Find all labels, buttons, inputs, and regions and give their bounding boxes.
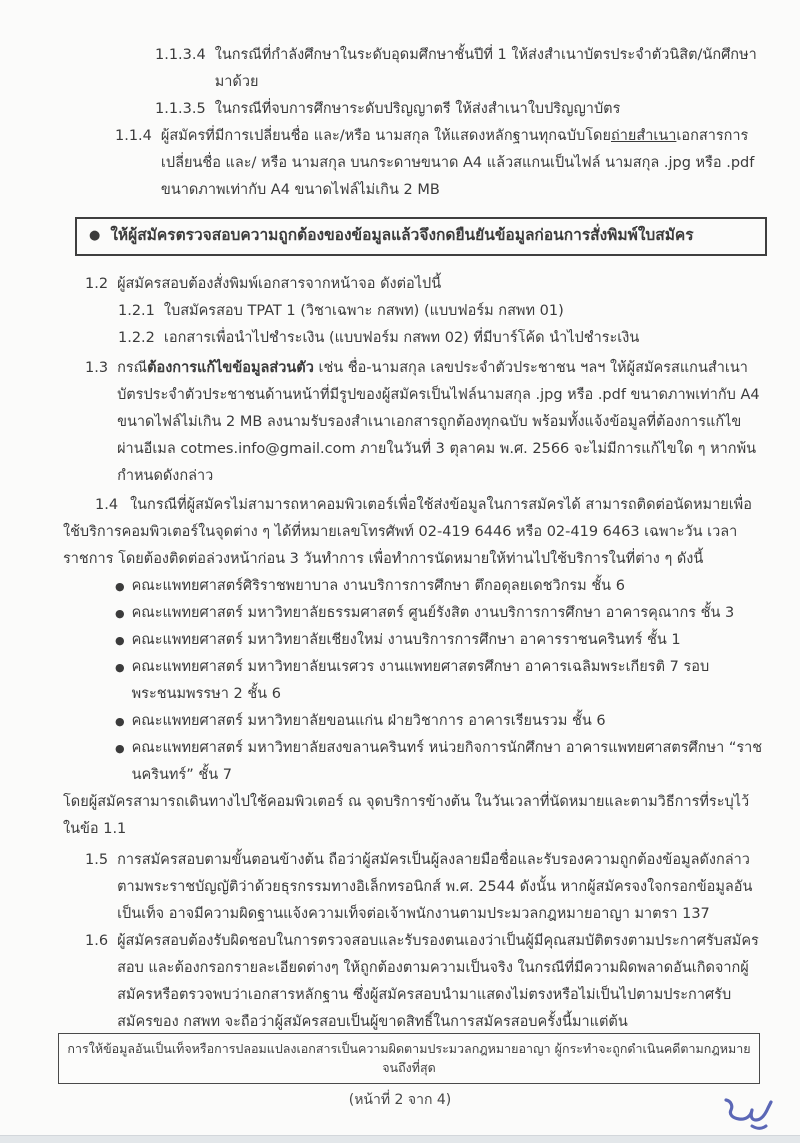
service-location-item	[115, 600, 765, 627]
service-location-item	[115, 654, 765, 708]
clause-text-segment: เอกสารการเปลี่ยนชื่อ และ/ หรือ นามสกุล บนกระดาษขนาด A4 แล้วสแกนเป็นไฟล์ นามสกุล .jpg หรือ .pdf ขนาดภาพเท่ากับ A4 ขนาดไฟล์ไม่เกิน 2 MB	[160, 128, 755, 198]
clause-text	[117, 355, 765, 490]
clause-text: การสมัครสอบตามขั้นตอนข้างต้น ถือว่าผู้สมัครเป็นผู้ลงลายมือชื่อและรับรองความถูกต้องข้อมูลดังกล่าวตามพระราชบัญญัติว่าด้วยธุรกรรมทางอิเล็กทรอนิกส์ พ.ศ. 2544 ดังนั้น หากผู้สมัครจงใจกรอกข้อมูลอันเป็นเท็จ อาจมีความผิดฐานแจ้งความเท็จต่อเจ้าพนักงานตามประมวลกฎหมายอาญา มาตรา 137	[117, 852, 753, 922]
clause-text: ผู้สมัครสอบต้องสั่งพิมพ์เอกสารจากหน้าจอ ดังต่อไปนี้	[117, 276, 442, 292]
clause-number: 1.2	[85, 276, 109, 292]
clause-text: ในกรณีที่ผู้สมัครไม่สามารถหาคอมพิวเตอร์เพื่อใช้ส่งข้อมูลในการสมัครได้ สามารถติดต่อนัดหมายเพื่อใช้บริการคอมพิวเตอร์ในจุดต่าง ๆ ได้ที่หมายเลขโทรศัพท์ 02-419 6446 หรือ 02-419 6463 เฉพาะวัน เวลาราชการ โดยต้องติดต่อล่วงหน้าก่อน 3 วันทำการ เพื่อทำการนัดหมายให้ท่านไปใช้บริการในที่ต่าง ๆ ดังนี้	[63, 497, 752, 567]
clause-number: 1.3	[85, 360, 109, 376]
clause-text-segment: กรณี	[117, 360, 148, 376]
location-text: คณะแพทยศาสตร์ มหาวิทยาลัยธรรมศาสตร์ ศูนย์รังสิต งานบริการการศึกษา อาคารคุณากร ชั้น 3	[131, 605, 735, 621]
clause-1-1-3-4	[155, 42, 765, 96]
clause-text: เอกสารเพื่อนำไปชำระเงิน (แบบฟอร์ม กสพท 02) ที่มีบาร์โค้ด นำไปชำระเงิน	[163, 330, 640, 346]
clause-number: 1.1.3.5	[155, 101, 206, 117]
clause-text	[161, 123, 765, 204]
clause-1-2	[85, 271, 765, 298]
clause-1-1-4	[115, 123, 765, 204]
clause-text: ผู้สมัครสอบต้องรับผิดชอบในการตรวจสอบและรับรองตนเองว่าเป็นผู้มีคุณสมบัติตรงตามประกาศรับสมัครสอบ และต้องกรอกรายละเอียดต่างๆ ให้ถูกต้องตามความเป็นจริง ในกรณีที่มีความผิดพลาดอันเกิดจากผู้สมัครหรือตรวจพบว่าเอกสารหลักฐาน ซึ่งผู้สมัครสอบนำมาแสดงไม่ตรงหรือไม่เป็นไปตามประกาศรับสมัครของ กสพท จะถือว่าผู้สมัครสอบเป็นผู้ขาดสิทธิ์ในการสมัครสอบครั้งนี้มาแต่ต้น	[117, 933, 759, 1030]
clause-text: ในกรณีที่กำลังศึกษาในระดับอุดมศึกษาชั้นปีที่ 1 ให้ส่งสำเนาบัตรประจำตัวนิสิต/นักศึกษามาด้วย	[214, 47, 757, 90]
closing-line: โดยผู้สมัครสามารถเดินทางไปใช้คอมพิวเตอร์ ณ จุดบริการข้างต้น ในวันเวลาที่นัดหมายและตามวิธีการที่ระบุไว้ในข้อ 1.1	[63, 794, 750, 837]
clause-text: ใบสมัครสอบ TPAT 1 (วิชาเฉพาะ กสพท) (แบบฟอร์ม กสพท 01)	[163, 303, 564, 319]
clause-number: 1.5	[85, 852, 109, 868]
clause-1-6	[85, 928, 765, 1036]
bullet-icon: ●	[89, 228, 101, 243]
clause-text-segment: เช่น ชื่อ-นามสกุล เลขประจำตัวประชาชน ฯลฯ ให้ผู้สมัครสแกนสำเนาบัตรประจำตัวประชาชนด้านหน้าที่มีรูปของผู้สมัครเป็นไฟล์นามสกุล .jpg หรือ .pdf ขนาดภาพเท่ากับ A4 ขนาดไฟล์ไม่เกิน 2 MB ลงนามรับรองสำเนาเอกสารถูกต้องทุกฉบับ พร้อมทั้งแจ้งข้อมูลที่ต้องการแก้ไขผ่านอีเมล cotmes.info@gmail.com ภายในวันที่ 3 ตุลาคม พ.ศ. 2566 จะไม่มีการแก้ไขใด ๆ หากพ้นกำหนดดังกล่าว	[117, 360, 760, 484]
service-location-item	[115, 708, 765, 735]
clause-number: 1.2.2	[118, 330, 155, 346]
service-location-item	[115, 573, 765, 600]
bullet-icon: ●	[115, 634, 125, 647]
bullet-icon: ●	[115, 715, 125, 728]
confirmation-notice-box	[75, 217, 767, 256]
clause-number: 1.1.3.4	[155, 47, 206, 63]
notice-text: ให้ผู้สมัครตรวจสอบความถูกต้องของข้อมูลแล้วจึงกดยืนยันข้อมูลก่อนการสั่งพิมพ์ใบสมัคร	[110, 226, 694, 244]
legal-warning-text: การให้ข้อมูลอันเป็นเท็จหรือการปลอมแปลงเอกสารเป็นความผิดตามประมวลกฎหมายอาญา ผู้กระทำจะถูกดำเนินคดีตามกฎหมายจนถึงที่สุด	[67, 1041, 751, 1075]
page-number: (หน้าที่ 2 จาก 4)	[348, 1092, 452, 1108]
clause-text: ในกรณีที่จบการศึกษาระดับปริญญาตรี ให้ส่งสำเนาใบปริญญาบัตร	[214, 101, 621, 117]
bullet-icon: ●	[115, 607, 125, 620]
clause-number: 1.2.1	[118, 303, 155, 319]
bullet-icon: ●	[115, 661, 125, 674]
clause-text-segment: ผู้สมัครที่มีการเปลี่ยนชื่อ และ/หรือ นามสกุล ให้แสดงหลักฐานทุกฉบับโดย	[160, 128, 611, 144]
location-text: คณะแพทยศาสตร์ มหาวิทยาลัยขอนแก่น ฝ่ายวิชาการ อาคารเรียนรวม ชั้น 6	[131, 713, 606, 729]
legal-warning-box	[58, 1033, 760, 1084]
bullet-icon: ●	[115, 742, 125, 755]
service-location-item	[115, 627, 765, 654]
location-text: คณะแพทยศาสตร์ มหาวิทยาลัยสงขลานครินทร์ หน่วยกิจการนักศึกษา อาคารแพทยศาสตรศึกษา “ราชนครินทร์” ชั้น 7	[131, 740, 763, 783]
location-text: คณะแพทยศาสตร์ มหาวิทยาลัยนเรศวร งานแพทยศาสตรศึกษา อาคารเฉลิมพระเกียรติ 7 รอบพระชนมพรรษา 2 ชั้น 6	[131, 659, 710, 702]
scan-edge-strip	[0, 1135, 800, 1143]
bullet-icon: ●	[115, 580, 125, 593]
service-location-item	[115, 735, 765, 789]
location-text: คณะแพทยศาสตร์ มหาวิทยาลัยเชียงใหม่ งานบริการการศึกษา อาคารราชนครินทร์ ชั้น 1	[131, 632, 681, 648]
clause-1-2-1	[118, 298, 765, 325]
clause-number: 1.4	[95, 497, 119, 513]
clause-1-3	[85, 355, 765, 490]
signature-scribble-icon	[712, 1086, 788, 1138]
clause-1-1-3-5	[155, 96, 765, 123]
bold-phrase: ต้องการแก้ไขข้อมูลส่วนตัว	[147, 360, 314, 376]
clause-number: 1.6	[85, 933, 109, 949]
clause-1-5	[85, 847, 765, 928]
clause-1-2-2	[118, 325, 765, 352]
location-text: คณะแพทยศาสตร์ศิริราชพยาบาล งานบริการการศึกษา ตึกอดุลยเดชวิกรม ชั้น 6	[131, 578, 625, 594]
clause-1-4	[63, 492, 765, 573]
clause-number: 1.1.4	[115, 128, 152, 144]
underlined-phrase: ถ่ายสำเนา	[610, 128, 677, 144]
